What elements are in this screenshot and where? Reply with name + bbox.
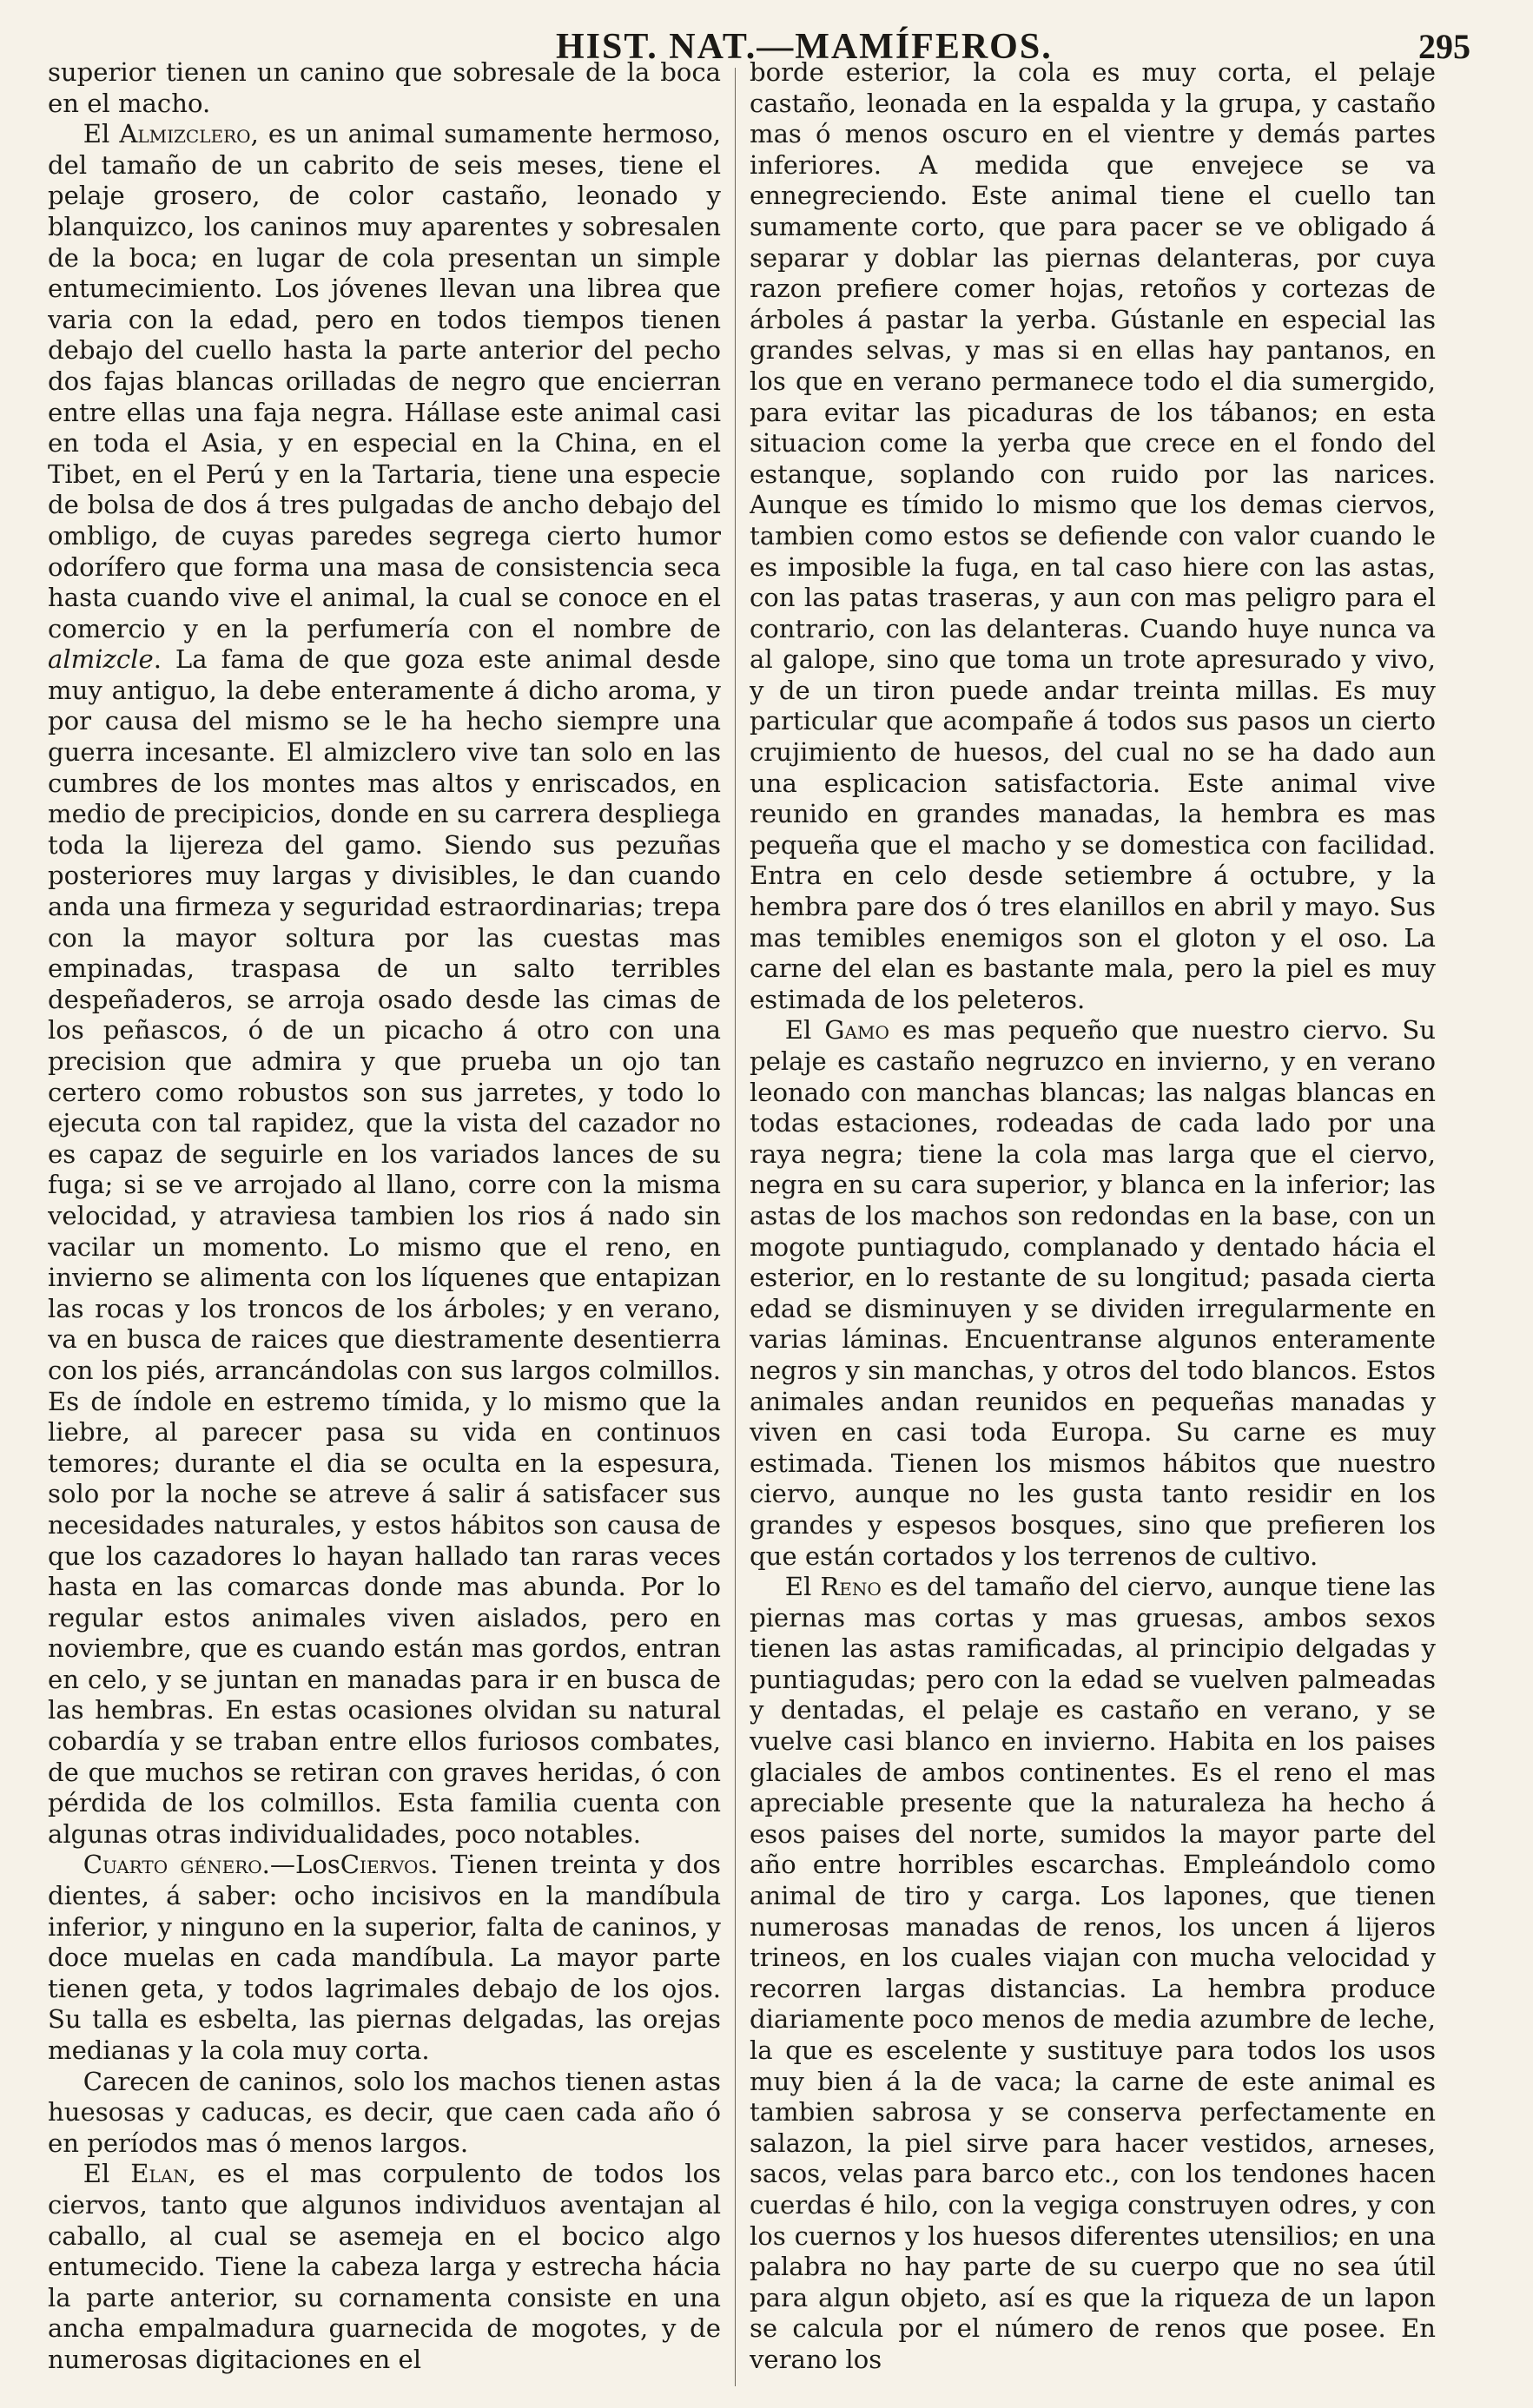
paragraph-reno: El Reno es del tamaño del ciervo, aunque tiene las piernas mas cortas y mas gruesas, ambos sexos tienen las astas ramificadas, al principio delgadas y puntiagudas; pero con la edad se vuelven palmeadas y dentadas, el pelaje es castaño en verano, y se vuelve casi blanco en invierno. Habita en los paises glaciales de ambos continentes. Es el reno el mas apreciable presente que la naturaleza ha hecho á esos paises del norte, sumidos la mayor parte del año entre horribles escarchas. Empleándolo como animal de tiro y carga. Los lapones, que tienen numerosas manadas de renos, los uncen á lijeros trineos, en los cuales viajan con mucha velocidad y recorren largas distancias. La hembra produce diariamente poco menos de media azumbre de leche, la que es escelente y sustituye para todos los usos muy bien á la de vaca; la carne de este animal es tambien sabrosa y se conserva perfectamente en salazon, la piel sirve para hacer vestidos, arneses, sacos, velas para barco etc., con los tendones hacen cuerdas é hilo, con la vegiga construyen odres, y con los cuernos y los huesos diferentes utensilios; en una palabra no hay parte de su cuerpo que no sea útil para algun objeto, así es que la riqueza de un lapon se calcula por el número de renos que posee. En verano los	[750, 1572, 1436, 2374]
term-gamo: Gamo	[824, 1015, 889, 1046]
paragraph-caninos: Carecen de caninos, solo los machos tienen astas huesosas y caducas, es decir, que caen cada año ó en períodos mas ó menos largos.	[48, 2066, 721, 2158]
page-number: 295	[1418, 27, 1470, 66]
section-heading-cuarto-genero: Cuarto género	[83, 1850, 262, 1880]
paragraph-continuation: superior tienen un canino que sobresale de la boca en el macho.	[48, 57, 721, 118]
paragraph-elan: El Elan, es el mas corpulento de todos los ciervos, tanto que algunos individuos aventajan al caballo, al cual se asemeja en el bocico algo entumecido. Tiene la cabeza larga y estrecha hácia la parte anterior, su cornamenta consiste en una ancha empalmadura guarnecida de mogotes, y de numerosas digitaciones en el	[48, 2159, 721, 2374]
paragraph-elan-continued: borde esterior, la cola es muy corta, el pelaje castaño, leonada en la espalda y la grupa, y castaño mas ó menos oscuro en el vientre y demás partes inferiores. A medida que envejece se va ennegreciendo. Este animal tiene el cuello tan sumamente corto, que para pacer se ve obligado á separar y doblar las piernas delanteras, por cuya razon prefiere comer hojas, retoños y cortezas de árboles á pastar la yerba. Gústanle en especial las grandes selvas, y mas si en ellas hay pantanos, en los que en verano permanece todo el dia sumergido, para evitar las picaduras de los tábanos; en esta situacion come la yerba que crece en el fondo del estanque, soplando con ruido por las narices. Aunque es tímido lo mismo que los demas ciervos, tambien como estos se defiende con valor cuando le es imposible la fuga, en tal caso hiere con las astas, con las patas traseras, y aun con mas peligro para el contrario, con las delanteras. Cuando huye nunca va al galope, sino que toma un trote apresurado y vivo, y de un tiron puede andar treinta millas. Es muy particular que acompañe á todos sus pasos un cierto crujimiento de huesos, del cual no se ha dado aun una esplicacion satisfactoria. Este animal vive reunido en grandes manadas, la hembra es mas pequeña que el macho y se domestica con facilidad. Entra en celo desde setiembre á octubre, y la hembra pare dos ó tres elanillos en abril y mayo. Sus mas temibles enemigos son el gloton y el oso. La carne del elan es bastante mala, pero la piel es muy estimada de los peleteros.	[750, 57, 1436, 1014]
term-almizclero: Almizclero	[119, 119, 251, 149]
right-column	[750, 57, 1436, 2393]
term-ciervos: Ciervos	[340, 1850, 431, 1880]
left-column	[48, 57, 721, 2393]
running-title: HIST. NAT.—MAMÍFEROS.	[556, 27, 1053, 67]
paragraph-cuarto-genero: Cuarto género.—LosCiervos. Tienen treinta y dos dientes, á saber: ocho incisivos en la mandíbula inferior, y ninguno en la superior, falta de caninos, y doce muelas en cada mandíbula. La mayor parte tienen geta, y todos lagrimales debajo de los ojos. Su talla es esbelta, las piernas delgadas, las orejas medianas y la cola muy corta.	[48, 1850, 721, 2065]
paragraph-gamo: El Gamo es mas pequeño que nuestro ciervo. Su pelaje es castaño negruzco en invierno, y en verano leonado con manchas blancas; las nalgas blancas en todas estaciones, rodeadas de cada lado por una raya negra; tiene la cola mas larga que el ciervo, negra en su cara superior, y blanca en la inferior; las astas de los machos son redondas en la base, con un mogote puntiagudo, complanado y dentado hácia el esterior, en lo restante de su longitud; pasada cierta edad se disminuyen y se dividen irregularmente en varias láminas. Encuentranse algunos enteramente negros y sin manchas, y otros del todo blancos. Estos animales andan reunidos en pequeñas manadas y viven en casi toda Europa. Su carne es muy estimada. Tienen los mismos hábitos que nuestro ciervo, aunque no les gusta tanto residir en los grandes y espesos bosques, sino que prefieren los que están cortados y los terrenos de cultivo.	[750, 1015, 1436, 1571]
column-divider	[735, 68, 736, 2386]
term-elan: Elan	[130, 2159, 188, 2189]
paragraph-almizclero: El Almizclero, es un animal sumamente hermoso, del tamaño de un cabrito de seis meses, tiene el pelaje grosero, de color castaño, leonado y blanquizco, los caninos muy aparentes y sobresalen de la boca; en lugar de cola presentan un simple entumecimiento. Los jóvenes llevan una librea que varia con la edad, pero en todos tiempos tienen debajo del cuello hasta la parte anterior del pecho dos fajas blancas orilladas de negro que encierran entre ellas una faja negra. Hállase este animal casi en toda el Asia, y en especial en la China, en el Tibet, en el Perú y en la Tartaria, tiene una especie de bolsa de dos á tres pulgadas de ancho debajo del ombligo, de cuyas paredes segrega cierto humor odorífero que forma una masa de consistencia seca hasta cuando vive el animal, la cual se conoce en el comercio y en la perfumería con el nombre de almizcle. La fama de que goza este animal desde muy antiguo, la debe enteramente á dicho aroma, y por causa del mismo se le ha hecho siempre una guerra incesante. El almizclero vive tan solo en las cumbres de los montes mas altos y enriscados, en medio de precipicios, donde en su carrera despliega toda la lijereza del gamo. Siendo sus pezuñas posteriores muy largas y divisibles, le dan cuando anda una firmeza y seguridad estraordinarias; trepa con la mayor soltura por las cuestas mas empinadas, traspasa de un salto terribles despeñaderos, se arroja osado desde las cimas de los peñascos, ó de un picacho á otro con una precision que admira y que prueba un ojo tan certero como robustos son sus jarretes, y todo lo ejecuta con tal rapidez, que la vista del cazador no es capaz de seguirle en los variados lances de su fuga; si se ve arrojado al llano, corre con la misma velocidad, y atraviesa tambien los rios á nado sin vacilar un momento. Lo mismo que el reno, en invierno se alimenta con los líquenes que entapizan las rocas y los troncos de los árboles; y en verano, va en busca de raices que diestramente desentierra con los piés, arrancándolas con sus largos colmillos. Es de índole en estremo tímida, y lo mismo que la liebre, al parecer pasa su vida en continuos temores; durante el dia se oculta en la espesura, solo por la noche se atreve á salir á satisfacer sus necesidades naturales, y estos hábitos son causa de que los cazadores lo hayan hallado tan raras veces hasta en las comarcas donde mas abunda. Por lo regular estos animales viven aislados, pero en noviembre, que es cuando están mas gordos, entran en celo, y se juntan en manadas para ir en busca de las hembras. En estas ocasiones olvidan su natural cobardía y se traban entre ellos furiosos combates, de que muchos se retiran con graves heridas, ó con pérdida de los colmillos. Esta familia cuenta con algunas otras individualidades, poco notables.	[48, 119, 721, 1849]
term-almizcle: almizcle	[48, 644, 154, 675]
term-reno: Reno	[820, 1572, 882, 1602]
